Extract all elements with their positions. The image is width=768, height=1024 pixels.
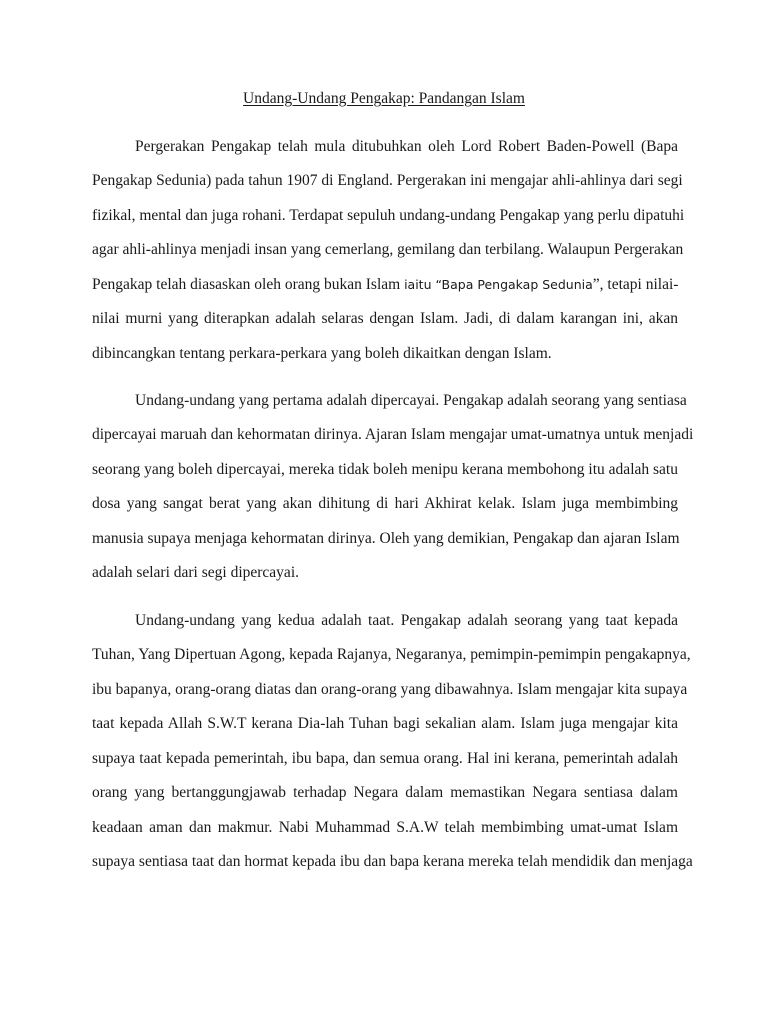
paragraph-1-line-4: agar ahli-ahlinya menjadi insan yang cemerlang, gemilang dan terbilang. Walaupun Pergerakan	[92, 241, 684, 258]
paragraph-3-line-2: Tuhan, Yang Dipertuan Agong, kepada Rajanya, Negaranya, pemimpin-pemimpin pengakapnya,	[92, 646, 691, 663]
quoted-title-text: iaitu “Bapa Pengakap Sedunia	[404, 277, 593, 292]
paragraph-3-line-1: Undang-undang yang kedua adalah taat. Pengakap adalah seorang yang taat kepada	[135, 612, 678, 629]
paragraph-2-line-5: manusia supaya menjaga kehormatan dirinya. Oleh yang demikian, Pengakap dan ajaran Islam	[92, 530, 680, 547]
paragraph-2-line-3: seorang yang boleh dipercayai, mereka tidak boleh menipu kerana membohong itu adalah satu	[92, 461, 678, 478]
paragraph-2-line-2: dipercayai maruah dan kehormatan dirinya. Ajaran Islam mengajar umat-umatnya untuk menjadi	[92, 426, 694, 443]
line-text: ”, tetapi nilai-	[592, 276, 679, 293]
paragraph-1-line-1: Pergerakan Pengakap telah mula ditubuhkan oleh Lord Robert Baden-Powell (Bapa	[135, 138, 678, 155]
document-title: Undang-Undang Pengakap: Pandangan Islam	[243, 90, 525, 107]
paragraph-3-line-7: keadaan aman dan makmur. Nabi Muhammad S.A.W telah membimbing umat-umat Islam	[92, 819, 678, 836]
paragraph-2-line-4: dosa yang sangat berat yang akan dihitung di hari Akhirat kelak. Islam juga membimbing	[92, 495, 678, 512]
paragraph-1-line-7: dibincangkan tentang perkara-perkara yang boleh dikaitkan dengan Islam.	[92, 345, 552, 362]
paragraph-3-line-6: orang yang bertanggungjawab terhadap Negara dalam memastikan Negara sentiasa dalam	[92, 784, 678, 801]
paragraph-3-line-8: supaya sentiasa taat dan hormat kepada ibu dan bapa kerana mereka telah mendidik dan menjaga	[92, 853, 693, 870]
paragraph-2-line-6: adalah selari dari segi dipercayai.	[92, 564, 299, 581]
paragraph-1-line-2: Pengakap Sedunia) pada tahun 1907 di England. Pergerakan ini mengajar ahli-ahlinya dari segi	[92, 172, 683, 189]
paragraph-3-line-3: ibu bapanya, orang-orang diatas dan orang-orang yang dibawahnya. Islam mengajar kita supaya	[92, 681, 688, 698]
paragraph-2-line-1: Undang-undang yang pertama adalah dipercayai. Pengakap adalah seorang yang sentiasa	[135, 392, 687, 409]
paragraph-3-line-4: taat kepada Allah S.W.T kerana Dia-lah Tuhan bagi sekalian alam. Islam juga mengajar kita	[92, 715, 678, 732]
paragraph-3-line-5: supaya taat kepada pemerintah, ibu bapa, dan semua orang. Hal ini kerana, pemerintah adalah	[92, 750, 678, 767]
line-text: Pengakap telah diasaskan oleh orang bukan Islam	[92, 276, 405, 293]
paragraph-1-line-5	[92, 275, 678, 295]
paragraph-1-line-6: nilai murni yang diterapkan adalah selaras dengan Islam. Jadi, di dalam karangan ini, akan	[92, 310, 678, 327]
paragraph-1-line-3: fizikal, mental dan juga rohani. Terdapat sepuluh undang-undang Pengakap yang perlu dipatuhi	[92, 207, 685, 224]
